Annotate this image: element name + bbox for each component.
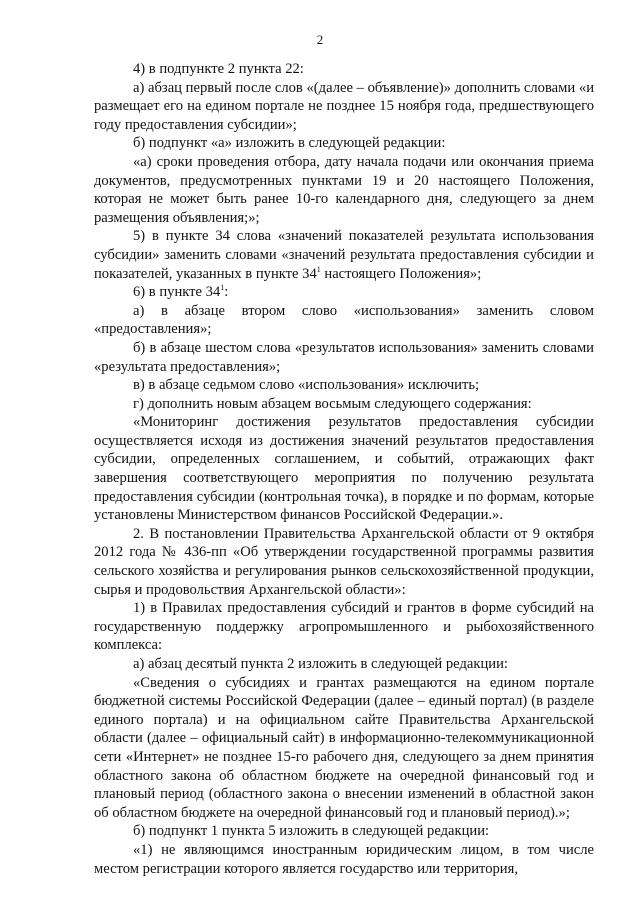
paragraph-foreign-quote: «1) не являющимся иностранным юридическим лицом, в том числе местом регистрации которого является государство или территория, — [94, 841, 594, 877]
paragraph-item-6v: в) в абзаце седьмом слово «использования» исключить; — [133, 377, 480, 394]
paragraph-section-2: 2. В постановлении Правительства Архангельской области от 9 октября 2012 года № 436-пп «Об утверждении государственной программы развития сельского хозяйства и регулирования рынков сельскохозяйственной продукции, сырья и продовольствия Архангельской области»: — [94, 525, 594, 598]
document-body — [94, 60, 594, 878]
paragraph-rules-b: б) подпункт 1 пункта 5 изложить в следующей редакции: — [133, 823, 490, 840]
paragraph-subitem-b: б) подпункт «а» изложить в следующей редакции: — [133, 135, 446, 152]
superscript: 1 — [316, 264, 321, 274]
page-number: 2 — [316, 32, 324, 47]
paragraph-item-6b: б) в абзаце шестом слова «результатов использования» заменить словами «результата предоставления»; — [94, 339, 594, 375]
paragraph-item-5-text: 5) в пункте 34 слова «значений показателей результата использования субсидии» заменить словами «значений результата предоставления субсидии и показателей, указанных в пункте 34 — [94, 228, 594, 282]
paragraph-item-6a: а) в абзаце втором слово «использования» заменить словом «предоставления»; — [94, 302, 594, 338]
paragraph-item-4: 4) в подпункте 2 пункта 22: — [133, 61, 304, 77]
paragraph-info-quote: «Сведения о субсидиях и грантах размещаются на едином портале бюджетной системы Российской Федерации (далее – единый портал) (в разделе единого портала) и на официальном сайте Правительства Архангельской области (далее – официальный сайт) в информационно-телекоммуникационной сети «Интернет» не позднее 15-го рабочего дня, следующего за днем принятия областного закона об областном бюджете на очередной финансовый год и плановый период (областного закона о внесении изменений в областной закон об областном бюджете на очередной финансовый год и плановый период).»; — [94, 674, 594, 821]
paragraph-item-6 — [94, 283, 594, 302]
paragraph-item-5 — [94, 227, 594, 283]
paragraph-monitoring-quote: «Мониторинг достижения результатов предоставления субсидии осуществляется исходя из достижения значений результатов предоставления субсидии, определенных соглашением, и событий, отражающих факт завершения соответствующего мероприятия по получению результата предоставления субсидии (контрольная точка), в порядке и по формам, которые установлены Министерством финансов Российской Федерации.». — [94, 414, 594, 524]
paragraph-item-5-tail: настоящего Положения»; — [320, 265, 482, 282]
paragraph-rules-a: а) абзац десятый пункта 2 изложить в следующей редакции: — [133, 656, 508, 672]
superscript: 1 — [220, 283, 225, 293]
paragraph-item-6-tail: : — [224, 284, 229, 301]
paragraph-subitem-a: а) абзац первый после слов «(далее – объявление)» дополнить словами «и размещает его на едином портале не позднее 15 ноября года, предшествующего году предоставления субсидии»; — [94, 79, 594, 133]
paragraph-rules-1: 1) в Правилах предоставления субсидий и грантов в форме субсидий на государственную поддержку агропромышленного и рыбохозяйственного комплекса: — [94, 600, 594, 654]
paragraph-quote-a: «а) сроки проведения отбора, дату начала подачи или окончания приема документов, предусмотренных пунктами 19 и 20 настоящего Положения, которая не может быть ранее 10-го календарного дня, следующего за днем размещения объявления;»; — [94, 153, 594, 226]
paragraph-item-6g: г) дополнить новым абзацем восьмым следующего содержания: — [133, 395, 532, 412]
paragraph-item-6-text: 6) в пункте 34 — [133, 284, 221, 301]
